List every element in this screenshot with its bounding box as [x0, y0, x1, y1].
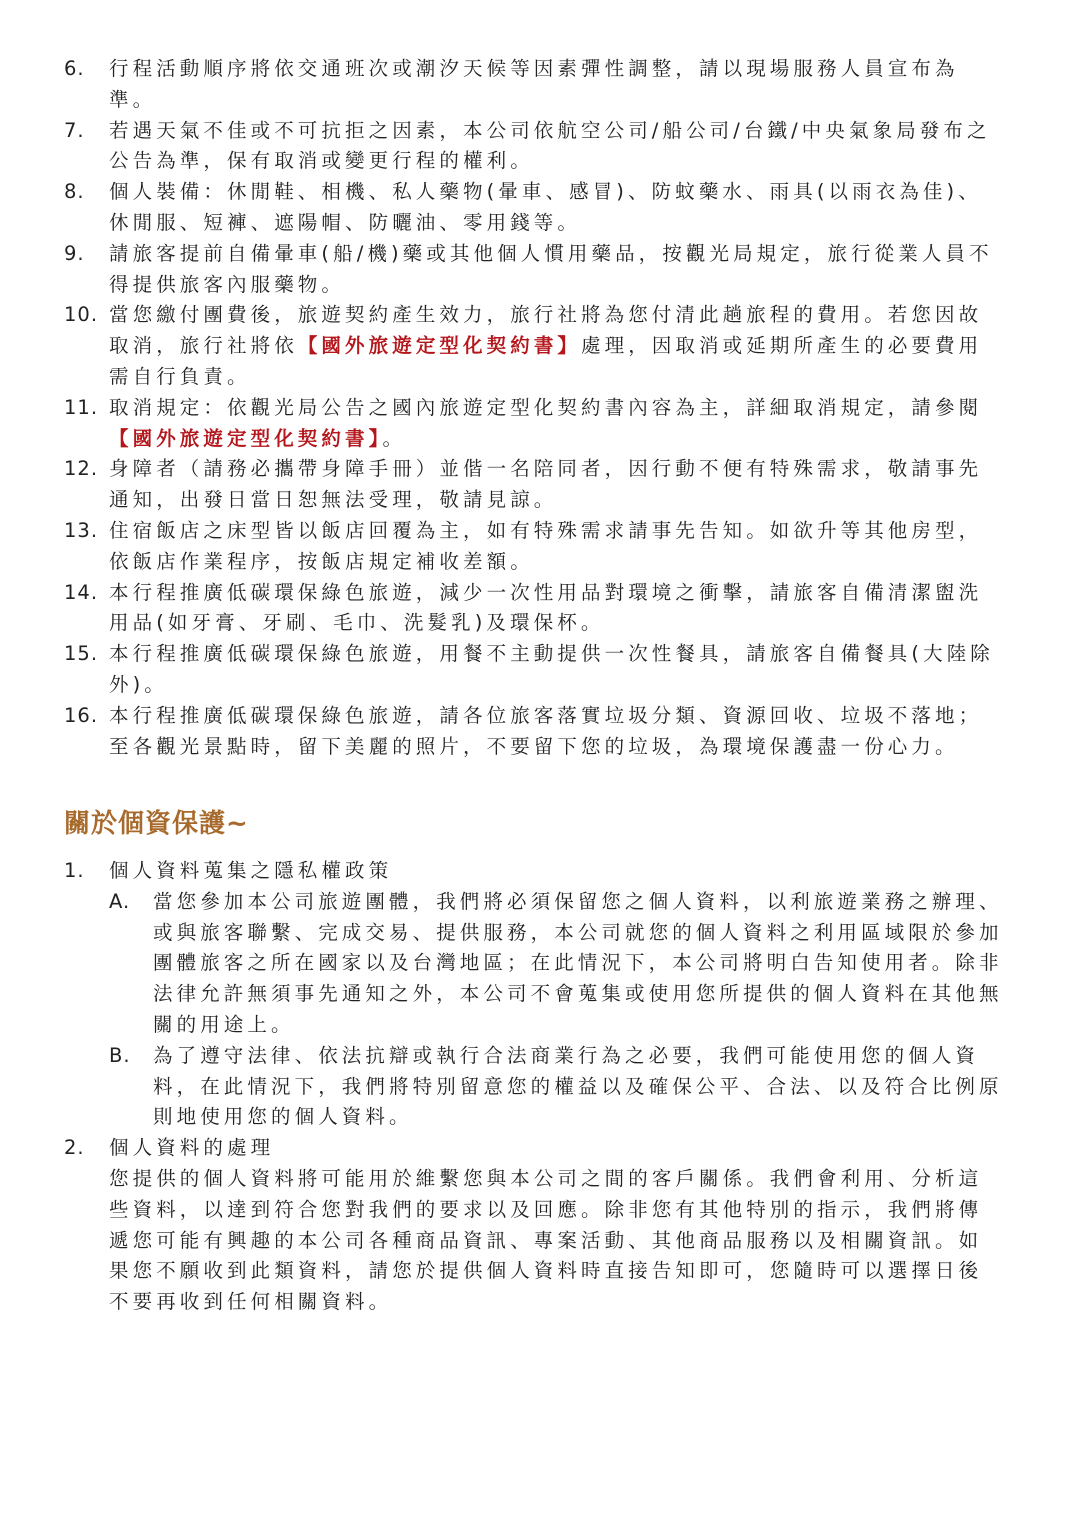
section-title: 個人資料的處理: [109, 1136, 275, 1160]
privacy-heading: 關於個資保護~: [64, 809, 249, 839]
item-number: 10.: [64, 303, 99, 327]
sub-item-letter: B.: [109, 1043, 131, 1067]
sub-item-letter: A.: [109, 889, 131, 913]
list-item: [64, 516, 1004, 578]
item-text: 請旅客提前自備暈車(船/機)藥或其他個人慣用藥品，按觀光局規定，旅行從業人員不得提供旅客內服藥物。: [109, 241, 993, 296]
item-text: 若遇天氣不佳或不可抗拒之因素，本公司依航空公司/船公司/台鐵/中央氣象局發布之公告為準，保有取消或變更行程的權利。: [109, 118, 991, 173]
sub-item: [109, 1041, 1004, 1133]
list-item: [64, 393, 1004, 455]
item-text: 當您繳付團費後，旅遊契約產生效力，旅行社將為您付清此趟旅程的費用。若您因故取消，旅行社將依: [109, 303, 983, 358]
item-text: 取消規定：依觀光局公告之國內旅遊定型化契約書內容為主，詳細取消規定，請參閱: [109, 395, 983, 419]
sub-item-text: 當您參加本公司旅遊團體，我們將必須保留您之個人資料，以利旅遊業務之辦理、或與旅客聯繫、完成交易、提供服務，本公司就您的個人資料之利用區域限於參加團體旅客之所在國家以及台灣地區；在此情況下，本公司將明白告知使用者。除非法律允許無須事先通知之外，本公司不會蒐集或使用您所提供的個人資料在其他無關的用途上。: [153, 889, 1003, 1036]
item-number: 7.: [64, 118, 85, 142]
item-text: 。: [382, 426, 407, 450]
list-item: [64, 701, 1004, 763]
list-item: [64, 177, 1004, 239]
item-text: 行程活動順序將依交通班次或潮汐天候等因素彈性調整，請以現場服務人員宣布為準。: [109, 57, 959, 111]
list-item: [64, 239, 1004, 301]
item-number: 9.: [64, 241, 85, 265]
sub-item-text: 為了遵守法律、依法抗辯或執行合法商業行為之必要，我們可能使用您的個人資料，在此情況下，我們將特別留意您的權益以及確保公平、合法、以及符合比例原則地使用您的個人資料。: [153, 1043, 1003, 1129]
item-number: 6.: [64, 57, 85, 80]
list-item: [64, 300, 1004, 392]
item-number: 8.: [64, 180, 85, 204]
list-item: [64, 856, 1004, 1133]
privacy-list: [64, 856, 1004, 1318]
list-item: [64, 639, 1004, 701]
item-text: 住宿飯店之床型皆以飯店回覆為主，如有特殊需求請事先告知。如欲升等其他房型，依飯店作業程序，按飯店規定補收差額。: [109, 518, 983, 573]
item-text: 本行程推廣低碳環保綠色旅遊，請各位旅客落實垃圾分類、資源回收、垃圾不落地；至各觀光景點時，留下美麗的照片，不要留下您的垃圾，為環境保護盡一份心力。: [109, 703, 983, 758]
item-text: 個人裝備：休閒鞋、相機、私人藥物(暈車、感冒)、防蚊藥水、雨具(以雨衣為佳)、休閒服、短褲、遮陽帽、防曬油、零用錢等。: [109, 180, 982, 234]
list-item: [64, 578, 1004, 640]
item-number: 1.: [64, 859, 85, 882]
item-number: 13.: [64, 518, 99, 542]
list-item: [64, 116, 1004, 178]
item-number: 2.: [64, 1136, 85, 1160]
sub-item: [109, 887, 1004, 1041]
section-title: 個人資料蒐集之隱私權政策: [109, 859, 393, 882]
item-text: 本行程推廣低碳環保綠色旅遊，用餐不主動提供一次性餐具，請旅客自備餐具(大陸除外)。: [109, 642, 994, 696]
item-number: 11.: [64, 395, 99, 419]
list-item: [64, 1133, 1004, 1318]
item-text: 身障者（請務必攜帶身障手冊）並偕一名陪同者，因行動不便有特殊需求，敬請事先通知，出發日當日恕無法受理，敬請見諒。: [109, 457, 983, 512]
section-text: 您提供的個人資料將可能用於維繫您與本公司之間的客戶關係。我們會利用、分析這些資料，以達到符合您對我們的要求以及回應。除非您有其他特別的指示，我們將傳遞您可能有興趣的本公司各種商品資訊、專案活動、其他商品服務以及相關資訊。如果您不願收到此類資料，請您於提供個人資料時直接告知即可，您隨時可以選擇日後不要再收到任何相關資料。: [109, 1166, 983, 1314]
item-number: 12.: [64, 457, 99, 481]
item-number: 14.: [64, 580, 99, 604]
item-text: 本行程推廣低碳環保綠色旅遊，減少一次性用品對環境之衝擊，請旅客自備清潔盥洗用品(如牙膏、牙刷、毛巾、洗髮乳)及環保杯。: [109, 580, 983, 635]
item-text: 處理，因取消或延期所產生的必要費用需自行負責。: [109, 334, 983, 388]
list-item: [64, 54, 1004, 116]
item-number: 16.: [64, 703, 99, 727]
contract-link: 【國外旅遊定型化契約書】: [109, 426, 383, 450]
notes-list: [64, 54, 1004, 762]
contract-link: 【國外旅遊定型化契約書】: [297, 334, 582, 358]
item-number: 15.: [64, 642, 99, 666]
list-item: [64, 454, 1004, 516]
